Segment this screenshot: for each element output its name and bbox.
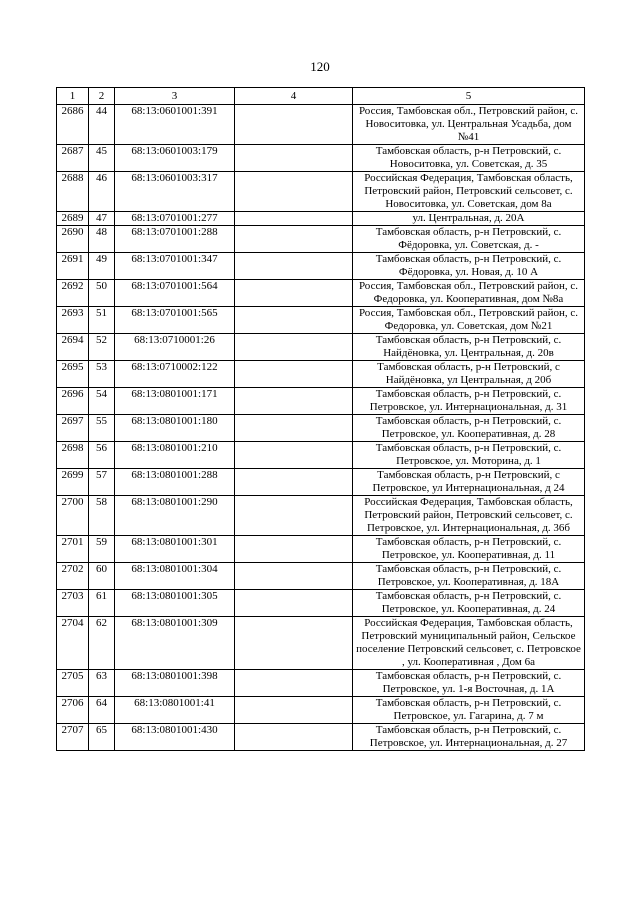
row-number-cell: 2702 [57,563,89,590]
sub-number-cell: 62 [89,617,115,670]
cadastral-number-cell: 68:13:0801001:288 [115,469,235,496]
sub-number-cell: 56 [89,442,115,469]
cadastral-number-cell: 68:13:0801001:309 [115,617,235,670]
row-number-cell: 2697 [57,415,89,442]
address-cell: Тамбовская область, р-н Петровский, с. Петровское, ул. Кооперативная, д. 28 [353,415,585,442]
cadastral-number-cell: 68:13:0601003:179 [115,145,235,172]
table-row [57,145,585,172]
row-number-cell: 2703 [57,590,89,617]
cadastral-number-cell: 68:13:0701001:288 [115,226,235,253]
table-row [57,105,585,145]
address-cell: Тамбовская область, р-н Петровский, с. Петровское, ул. Кооперативная, д. 24 [353,590,585,617]
sub-number-cell: 61 [89,590,115,617]
row-number-cell: 2690 [57,226,89,253]
row-number-cell: 2688 [57,172,89,212]
row-number-cell: 2696 [57,388,89,415]
column-4-cell [235,280,353,307]
column-4-cell [235,442,353,469]
column-4-cell [235,105,353,145]
sub-number-cell: 52 [89,334,115,361]
address-cell: Тамбовская область, р-н Петровский, с Петровское, ул Интернациональная, д 24 [353,469,585,496]
cadastral-number-cell: 68:13:0601003:317 [115,172,235,212]
page-number: 120 [310,59,330,74]
table-row [57,590,585,617]
table-row [57,617,585,670]
cadastral-number-cell: 68:13:0710002:122 [115,361,235,388]
column-4-cell [235,334,353,361]
address-cell: Россия, Тамбовская обл., Петровский район, с. Федоровка, ул. Кооперативная, дом №8а [353,280,585,307]
column-4-cell [235,469,353,496]
column-4-cell [235,724,353,751]
column-4-cell [235,226,353,253]
sub-number-cell: 58 [89,496,115,536]
address-cell: Тамбовская область, р-н Петровский, с. Петровское, ул. Кооперативная, д. 18А [353,563,585,590]
column-4-cell [235,212,353,226]
table-row [57,536,585,563]
row-number-cell: 2700 [57,496,89,536]
sub-number-cell: 64 [89,697,115,724]
column-4-cell [235,496,353,536]
address-cell: Тамбовская область, р-н Петровский, с. Новоситовка, ул. Советская, д. 35 [353,145,585,172]
header-col-1: 1 [57,88,89,105]
row-number-cell: 2707 [57,724,89,751]
column-4-cell [235,536,353,563]
address-cell: Тамбовская область, р-н Петровский, с. Петровское, ул. Интернациональная, д. 27 [353,724,585,751]
header-col-5: 5 [353,88,585,105]
table-row [57,724,585,751]
column-4-cell [235,145,353,172]
header-col-3: 3 [115,88,235,105]
table-row [57,388,585,415]
row-number-cell: 2687 [57,145,89,172]
address-cell: Российская Федерация, Тамбовская область, Петровский район, Петровский сельсовет, с. Петровское, ул. Интернациональная, д. 36б [353,496,585,536]
table-row [57,212,585,226]
row-number-cell: 2695 [57,361,89,388]
cadastral-number-cell: 68:13:0701001:277 [115,212,235,226]
cadastral-number-cell: 68:13:0701001:347 [115,253,235,280]
column-4-cell [235,253,353,280]
table-row [57,496,585,536]
address-cell: Россия, Тамбовская обл., Петровский район, с. Новоситовка, ул. Центральная Усадьба, дом №41 [353,105,585,145]
cadastral-number-cell: 68:13:0801001:210 [115,442,235,469]
sub-number-cell: 63 [89,670,115,697]
address-cell: Тамбовская область, р-н Петровский, с. Петровское, ул. Моторина, д. 1 [353,442,585,469]
address-cell: Тамбовская область, р-н Петровский, с. Фёдоровка, ул. Советская, д. - [353,226,585,253]
sub-number-cell: 48 [89,226,115,253]
cadastral-number-cell: 68:13:0801001:301 [115,536,235,563]
address-cell: Российская Федерация, Тамбовская область, Петровский район, Петровский сельсовет, с. Новоситовка, ул. Советская, дом 8а [353,172,585,212]
header-col-2: 2 [89,88,115,105]
column-4-cell [235,388,353,415]
table-row [57,226,585,253]
sub-number-cell: 50 [89,280,115,307]
table-row [57,307,585,334]
row-number-cell: 2699 [57,469,89,496]
sub-number-cell: 59 [89,536,115,563]
address-cell: Россия, Тамбовская обл., Петровский район, с. Федоровка, ул. Советская, дом №21 [353,307,585,334]
table-row [57,253,585,280]
address-cell: Тамбовская область, р-н Петровский, с. Петровское, ул. Кооперативная, д. 11 [353,536,585,563]
address-cell: Тамбовская область, р-н Петровский, с Найдёновка, ул Центральная, д 20б [353,361,585,388]
sub-number-cell: 51 [89,307,115,334]
column-4-cell [235,697,353,724]
sub-number-cell: 57 [89,469,115,496]
address-cell: ул. Центральная, д. 20А [353,212,585,226]
sub-number-cell: 65 [89,724,115,751]
sub-number-cell: 55 [89,415,115,442]
address-cell: Тамбовская область, р-н Петровский, с. Петровское, ул. Интернациональная, д. 31 [353,388,585,415]
row-number-cell: 2689 [57,212,89,226]
column-4-cell [235,563,353,590]
cadastral-number-cell: 68:13:0801001:290 [115,496,235,536]
sub-number-cell: 45 [89,145,115,172]
row-number-cell: 2686 [57,105,89,145]
cadastral-number-cell: 68:13:0801001:305 [115,590,235,617]
sub-number-cell: 54 [89,388,115,415]
table-row [57,442,585,469]
table-row [57,469,585,496]
row-number-cell: 2704 [57,617,89,670]
row-number-cell: 2705 [57,670,89,697]
table-row [57,415,585,442]
row-number-cell: 2706 [57,697,89,724]
column-4-cell [235,670,353,697]
cadastral-number-cell: 68:13:0801001:171 [115,388,235,415]
row-number-cell: 2698 [57,442,89,469]
table-header-row [57,88,585,105]
column-4-cell [235,361,353,388]
sub-number-cell: 49 [89,253,115,280]
row-number-cell: 2694 [57,334,89,361]
column-4-cell [235,590,353,617]
address-cell: Тамбовская область, р-н Петровский, с. Петровское, ул. Гагарина, д. 7 м [353,697,585,724]
header-col-4: 4 [235,88,353,105]
cadastral-number-cell: 68:13:0701001:564 [115,280,235,307]
row-number-cell: 2693 [57,307,89,334]
sub-number-cell: 44 [89,105,115,145]
sub-number-cell: 53 [89,361,115,388]
sub-number-cell: 46 [89,172,115,212]
cadastral-number-cell: 68:13:0801001:304 [115,563,235,590]
address-cell: Тамбовская область, р-н Петровский, с. Фёдоровка, ул. Новая, д. 10 А [353,253,585,280]
table-row [57,280,585,307]
table-row [57,334,585,361]
registry-table [56,87,585,751]
column-4-cell [235,617,353,670]
row-number-cell: 2701 [57,536,89,563]
cadastral-number-cell: 68:13:0701001:565 [115,307,235,334]
column-4-cell [235,172,353,212]
cadastral-number-cell: 68:13:0801001:180 [115,415,235,442]
cadastral-number-cell: 68:13:0601001:391 [115,105,235,145]
cadastral-number-cell: 68:13:0801001:430 [115,724,235,751]
row-number-cell: 2692 [57,280,89,307]
table-row [57,670,585,697]
address-cell: Тамбовская область, р-н Петровский, с. Найдёновка, ул. Центральная, д. 20в [353,334,585,361]
table-row [57,697,585,724]
row-number-cell: 2691 [57,253,89,280]
cadastral-number-cell: 68:13:0710001:26 [115,334,235,361]
table-row [57,172,585,212]
table-row [57,361,585,388]
sub-number-cell: 47 [89,212,115,226]
table-row [57,563,585,590]
address-cell: Тамбовская область, р-н Петровский, с. Петровское, ул. 1-я Восточная, д. 1А [353,670,585,697]
cadastral-number-cell: 68:13:0801001:41 [115,697,235,724]
column-4-cell [235,307,353,334]
cadastral-number-cell: 68:13:0801001:398 [115,670,235,697]
address-cell: Российская Федерация, Тамбовская область, Петровский муниципальный район, Сельское поселение Петровский сельсовет, с. Петровское , ул. Кооперативная , Дом 6а [353,617,585,670]
sub-number-cell: 60 [89,563,115,590]
column-4-cell [235,415,353,442]
